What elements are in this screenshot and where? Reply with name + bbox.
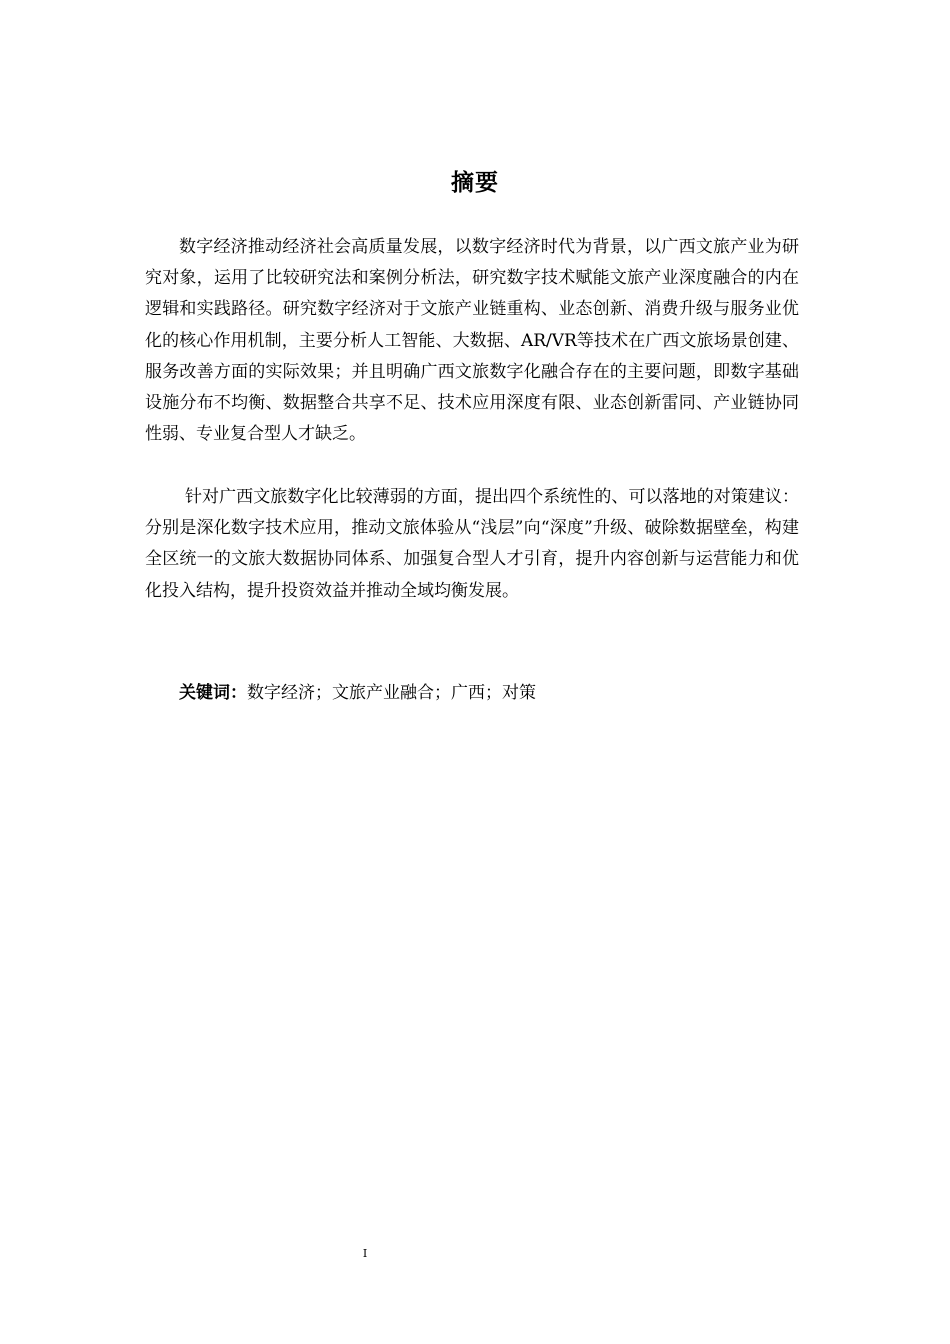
abstract-title: 摘要 [451,170,499,196]
keywords-label: 关键词： [179,683,247,703]
keywords-line [179,678,536,709]
paragraph-text: 数字经济推动经济社会高质量发展，以数字经济时代为背景，以广西文旅产业为研究对象，运用了比较研究法和案例分析法，研究数字技术赋能文旅产业深度融合的内在逻辑和实践路径。研究数字经济对于文旅产业链重构、业态创新、消费升级与服务业优化的核心作用机制，主要分析人工智能、大数据、AR/VR等技术在广西文旅场景创建、服务改善方面的实际效果；并且明确广西文旅数字化融合存在的主要问题，即数字基础设施分布不均衡、数据整合共享不足、技术应用深度有限、业态创新雷同、产业链协同性弱、专业复合型人才缺乏。 [145,237,799,445]
paragraph-text: 针对广西文旅数字化比较薄弱的方面，提出四个系统性的、可以落地的对策建议：分别是深化数字技术应用，推动文旅体验从“浅层”向“深度”升级、破除数据壁垒，构建全区统一的文旅大数据协同体系、加强复合型人才引育，提升内容创新与运营能力和优化投入结构，提升投资效益并推动全域均衡发展。 [145,487,799,601]
abstract-paragraph-2 [145,482,799,607]
keywords-text: 数字经济；文旅产业融合；广西；对策 [247,683,536,703]
abstract-paragraph-1 [145,232,799,450]
page-number: I [362,1247,368,1260]
